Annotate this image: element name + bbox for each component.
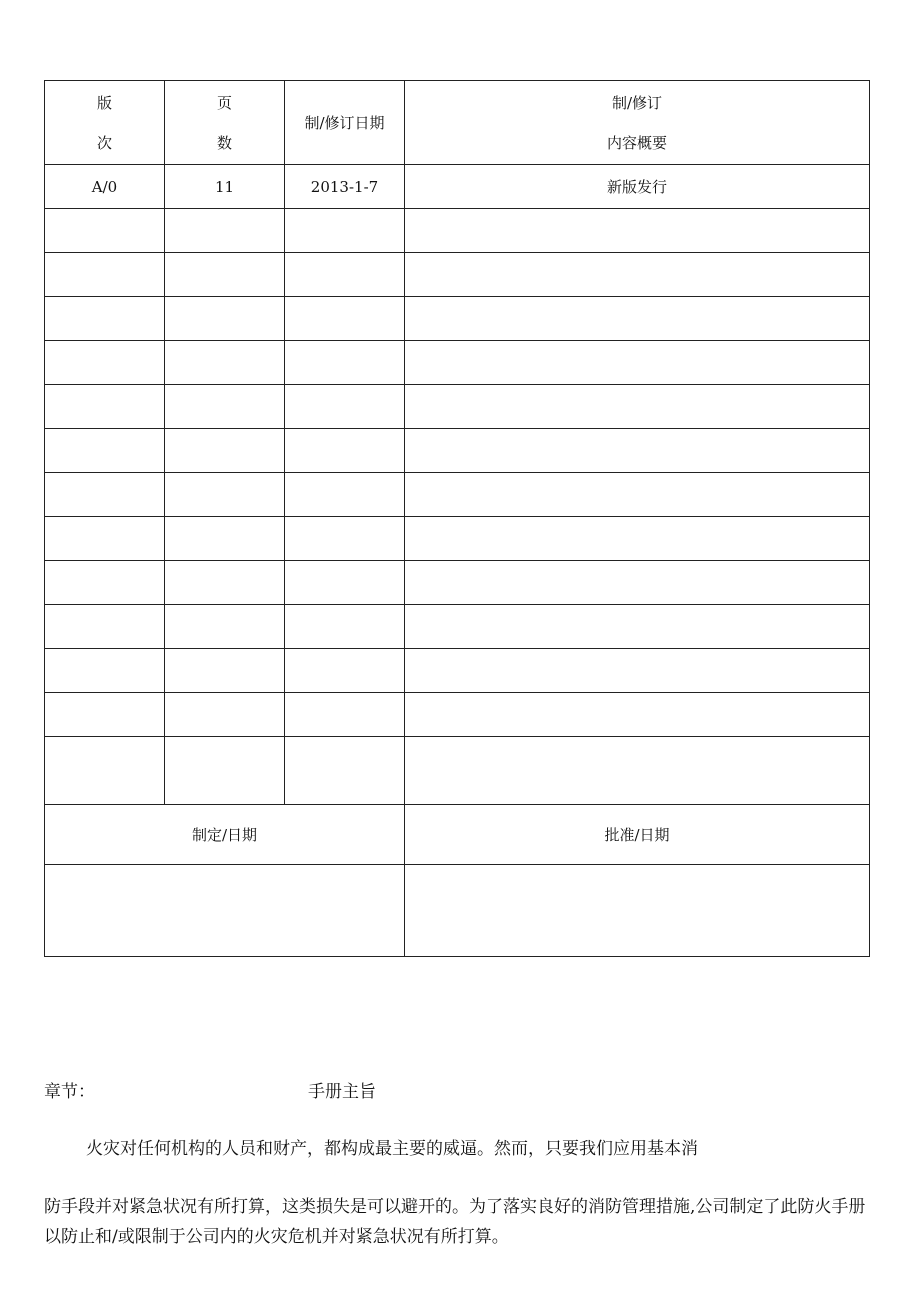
approved-date-label: 批准/日期 — [405, 805, 870, 865]
section-label: 章节： — [44, 1082, 95, 1102]
table-row-empty — [45, 209, 870, 253]
table-row-empty — [45, 341, 870, 385]
made-date-label: 制定/日期 — [45, 805, 405, 865]
section-title: 手册主旨 — [308, 1082, 376, 1102]
paragraph: 防手段并对紧急状况有所打算，这类损失是可以避开的。为了落实良好的消防管理措施,公司制定了此防火手册以防止和/或限制于公司内的火灾危机并对紧急状况有所打算。 — [44, 1197, 866, 1247]
section-heading — [44, 1077, 376, 1102]
cell-version: A/0 — [45, 165, 165, 209]
header-content: 制/修订 内容概要 — [405, 81, 870, 165]
paragraph: 火灾对任何机构的人员和财产，都构成最主要的威逼。然而，只要我们应用基本消 — [86, 1139, 698, 1159]
table-row-empty — [45, 605, 870, 649]
table-row-empty — [45, 297, 870, 341]
table-row-empty — [45, 561, 870, 605]
header-date: 制/修订日期 — [285, 81, 405, 165]
table-row-empty — [45, 737, 870, 805]
header-version: 版 次 — [45, 81, 165, 165]
cell-content: 新版发行 — [405, 165, 870, 209]
table-row — [45, 165, 870, 209]
table-row-empty — [45, 385, 870, 429]
table-row-empty — [45, 473, 870, 517]
cell-date: 2013-1-7 — [285, 165, 405, 209]
cell-pages: 11 — [165, 165, 285, 209]
table-row-empty — [45, 429, 870, 473]
table-row-empty — [45, 693, 870, 737]
table-row-empty — [45, 517, 870, 561]
header-row — [45, 81, 870, 165]
header-pages: 页 数 — [165, 81, 285, 165]
table-row-empty — [45, 649, 870, 693]
approved-date-field — [405, 865, 870, 957]
revision-table — [44, 80, 870, 957]
signature-blank-row — [45, 865, 870, 957]
made-date-field — [45, 865, 405, 957]
table-row-empty — [45, 253, 870, 297]
signature-label-row — [45, 805, 870, 865]
